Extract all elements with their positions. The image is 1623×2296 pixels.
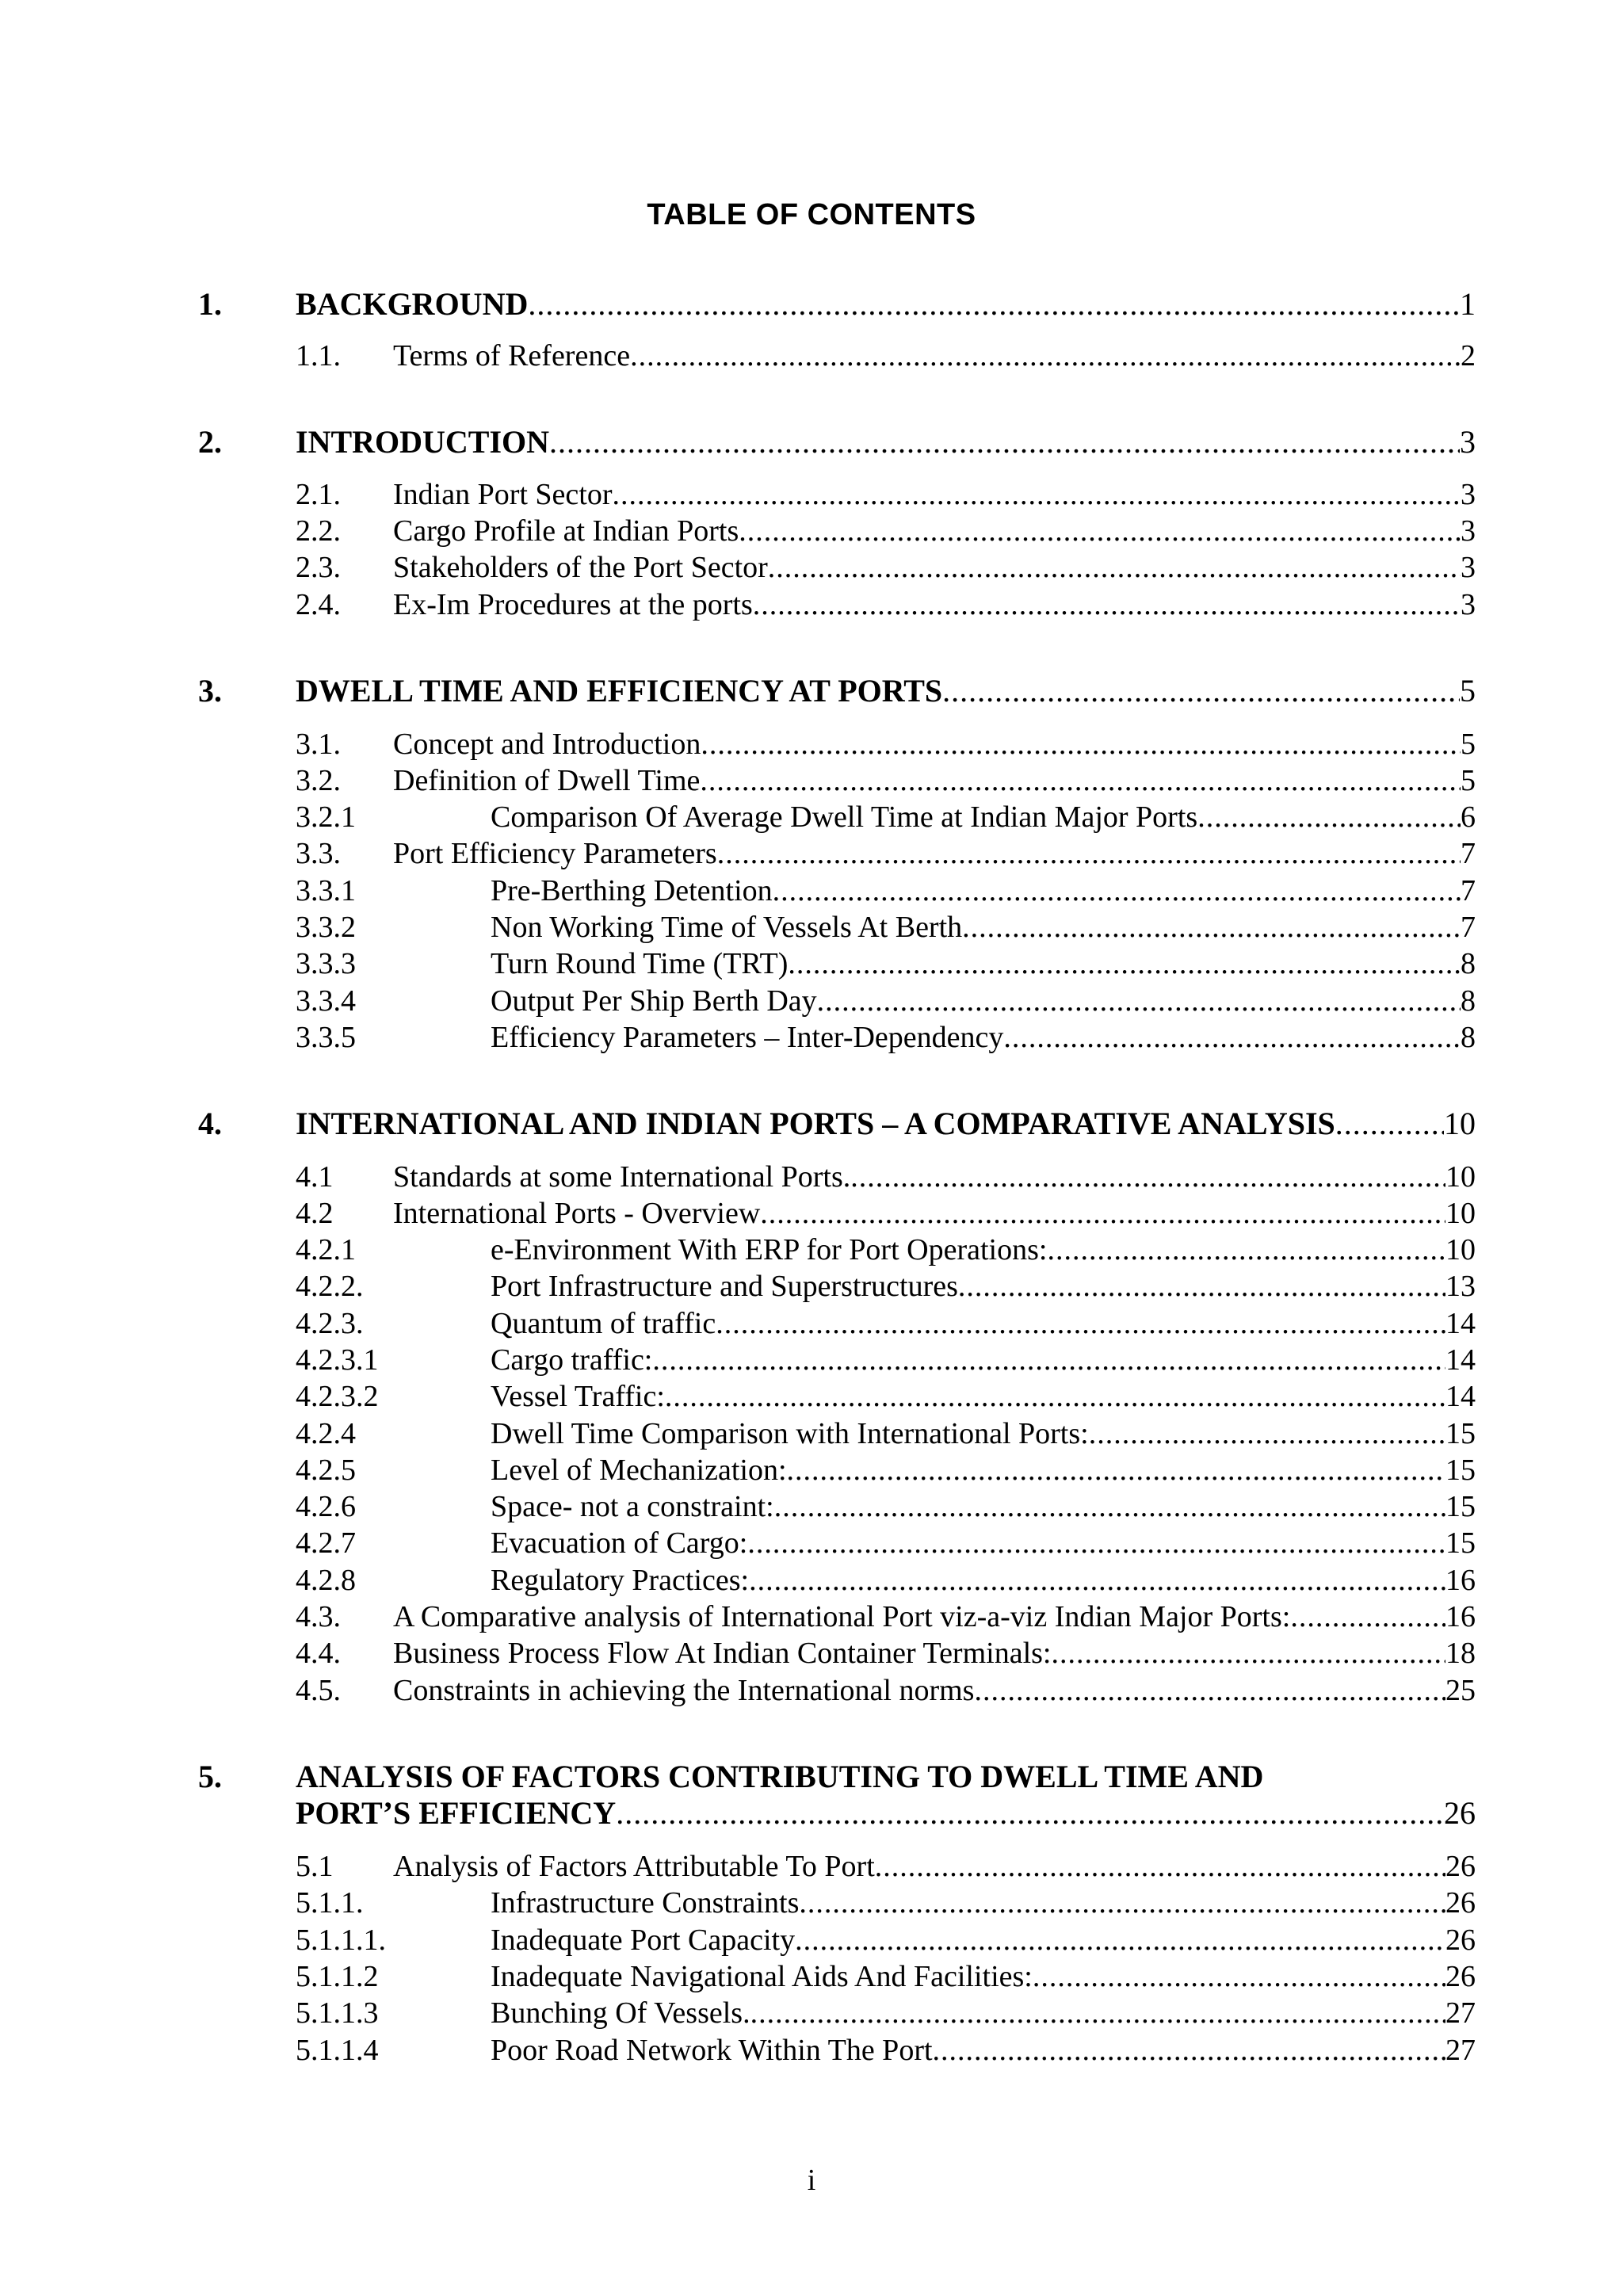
toc-entry-title: Concept and Introduction xyxy=(393,728,701,761)
toc-subsection-entry xyxy=(0,1995,1623,2031)
toc-entry-title: Poor Road Network Within The Port xyxy=(491,2034,933,2067)
toc-section-entry xyxy=(0,549,1623,586)
toc-entry-number: 5.1.1.1. xyxy=(296,1924,386,1957)
toc-subsection-entry xyxy=(0,1958,1623,1995)
leader-dots xyxy=(1290,1599,1445,1635)
toc-entry-page: 2 xyxy=(1461,339,1476,372)
toc-entry-title: Infrastructure Constraints xyxy=(491,1886,800,1920)
leader-dots xyxy=(613,476,1461,513)
toc-entry-page: 3 xyxy=(1460,424,1476,460)
toc-entry-number: 4.2.4 xyxy=(296,1417,356,1450)
toc-entry-page: 18 xyxy=(1445,1637,1476,1670)
leader-dots xyxy=(750,1995,1445,2031)
toc-entry-number: 1.1. xyxy=(296,339,341,372)
toc-entry-title: Evacuation of Cargo: xyxy=(491,1526,748,1560)
toc-entry-number: 3. xyxy=(198,673,222,709)
toc-subsection-entry xyxy=(0,1342,1623,1378)
toc-section-entry xyxy=(0,586,1623,623)
toc-section-entry xyxy=(0,726,1623,762)
toc-section-entry xyxy=(0,513,1623,549)
leader-dots xyxy=(875,1848,1445,1885)
toc-entry-page: 7 xyxy=(1461,911,1476,944)
toc-entry-page: 8 xyxy=(1461,984,1476,1018)
toc-entry-title: Terms of Reference xyxy=(393,339,631,372)
toc-entry-title: Port Infrastructure and Superstructures xyxy=(491,1270,958,1303)
toc-entry-title: Ex-Im Procedures at the ports xyxy=(393,588,753,621)
leader-dots xyxy=(787,1452,1445,1488)
toc-entry-number: 2.2. xyxy=(296,514,341,548)
toc-chapter-entry xyxy=(0,1106,1623,1142)
toc-entry-number: 4.2.3.1 xyxy=(296,1343,379,1377)
toc-entry-title: Level of Mechanization: xyxy=(491,1454,787,1487)
toc-subsection-entry xyxy=(0,1525,1623,1561)
toc-entry-page: 14 xyxy=(1445,1343,1476,1377)
leader-dots xyxy=(817,983,1461,1019)
toc-entry-page: 26 xyxy=(1445,1886,1476,1920)
toc-entry-number: 5.1.1.2 xyxy=(296,1960,379,1993)
toc-entry-number: 3.3. xyxy=(296,837,341,870)
toc-section-entry xyxy=(0,1848,1623,1885)
leader-dots xyxy=(1335,1106,1444,1142)
toc-entry-number: 5.1.1.3 xyxy=(296,1996,379,2030)
leader-dots xyxy=(788,946,1461,982)
leader-dots xyxy=(528,286,1460,323)
toc-entry-page: 8 xyxy=(1461,947,1476,980)
toc-entry-number: 5.1.1.4 xyxy=(296,2034,379,2067)
toc-entry-page: 14 xyxy=(1445,1307,1476,1340)
leader-dots xyxy=(1047,1232,1445,1268)
toc-entry-page: 15 xyxy=(1445,1490,1476,1523)
leader-dots xyxy=(760,1195,1445,1232)
toc-entry-title: Cargo traffic: xyxy=(491,1343,653,1377)
leader-dots xyxy=(630,338,1461,374)
toc-entry-title: International Ports - Overview xyxy=(393,1197,761,1230)
toc-entry-page: 14 xyxy=(1445,1380,1476,1413)
leader-dots xyxy=(774,1488,1445,1525)
leader-dots xyxy=(701,726,1461,762)
leader-dots xyxy=(933,2032,1445,2069)
toc-entry-page: 3 xyxy=(1461,588,1476,621)
leader-dots xyxy=(717,835,1461,872)
toc-section-entry xyxy=(0,476,1623,513)
toc-entry-title: Non Working Time of Vessels At Berth xyxy=(491,911,963,944)
leader-dots xyxy=(549,424,1460,460)
toc-subsection-entry xyxy=(0,873,1623,909)
toc-entry-number: 3.2. xyxy=(296,764,341,797)
toc-entry-page: 25 xyxy=(1445,1674,1476,1707)
toc-subsection-entry xyxy=(0,1488,1623,1525)
toc-entry-number: 4.1 xyxy=(296,1160,334,1194)
toc-entry-title: Constraints in achieving the International norms xyxy=(393,1674,975,1707)
toc-chapter-entry xyxy=(0,673,1623,709)
toc-subsection-entry xyxy=(0,1019,1623,1056)
toc-entry-number: 2.1. xyxy=(296,478,341,511)
toc-entry-number: 4.4. xyxy=(296,1637,341,1670)
toc-entry-title: Indian Port Sector xyxy=(393,478,613,511)
toc-entry-number: 3.1. xyxy=(296,728,341,761)
toc-entry-number: 4.2.5 xyxy=(296,1454,356,1487)
toc-entry-number: 4.2.8 xyxy=(296,1564,356,1597)
toc-entry-page: 15 xyxy=(1445,1417,1476,1450)
toc-entry-title: A Comparative analysis of International Port viz-a-viz Indian Major Ports: xyxy=(393,1600,1291,1633)
toc-subsection-entry xyxy=(0,946,1623,982)
toc-entry-number: 2. xyxy=(198,424,222,460)
toc-entry-number: 2.4. xyxy=(296,588,341,621)
leader-dots xyxy=(616,1795,1444,1832)
toc-subsection-entry xyxy=(0,1378,1623,1415)
leader-dots xyxy=(652,1342,1445,1378)
leader-dots xyxy=(753,586,1461,623)
toc-entry-page: 13 xyxy=(1445,1270,1476,1303)
toc-subsection-entry xyxy=(0,1232,1623,1268)
toc-entry-number: 3.3.4 xyxy=(296,984,356,1018)
toc-entry-title: Definition of Dwell Time xyxy=(393,764,701,797)
toc-chapter-entry xyxy=(0,286,1623,323)
toc-entry-number: 3.3.2 xyxy=(296,911,356,944)
leader-dots xyxy=(665,1378,1445,1415)
toc-entry-page: 7 xyxy=(1461,874,1476,907)
toc-entry-page: 26 xyxy=(1445,1960,1476,1993)
toc-entry-title: e-Environment With ERP for Port Operations: xyxy=(491,1233,1048,1266)
toc-subsection-entry xyxy=(0,1452,1623,1488)
toc-entry-page: 6 xyxy=(1461,800,1476,834)
toc-subsection-entry xyxy=(0,983,1623,1019)
toc-entry-title: ANALYSIS OF FACTORS CONTRIBUTING TO DWELL TIME AND xyxy=(296,1759,1264,1794)
toc-entry-title: Output Per Ship Berth Day xyxy=(491,984,817,1018)
toc-entry-number: 4.2.6 xyxy=(296,1490,356,1523)
toc-subsection-entry xyxy=(0,909,1623,946)
toc-entry-title: DWELL TIME AND EFFICIENCY AT PORTS xyxy=(296,673,943,709)
toc-entry-number: 2.3. xyxy=(296,551,341,584)
toc-entry-page: 8 xyxy=(1461,1021,1476,1054)
toc-entry-number: 1. xyxy=(198,286,222,322)
toc-entry-number: 4.5. xyxy=(296,1674,341,1707)
toc-entry-page: 3 xyxy=(1461,514,1476,548)
toc-entry-title: BACKGROUND xyxy=(296,286,529,322)
toc-entry-page: 10 xyxy=(1445,1197,1476,1230)
toc-entry-title: Cargo Profile at Indian Ports xyxy=(393,514,739,548)
toc-section-entry xyxy=(0,1159,1623,1195)
toc-entry-page: 1 xyxy=(1460,286,1476,322)
toc-entry-title: Stakeholders of the Port Sector xyxy=(393,551,768,584)
leader-dots xyxy=(1033,1958,1445,1995)
toc-chapter-entry xyxy=(0,1759,1623,1795)
toc-entry-title: Business Process Flow At Indian Container Terminals: xyxy=(393,1637,1052,1670)
toc-entry-page: 27 xyxy=(1445,2034,1476,2067)
toc-subsection-entry xyxy=(0,1885,1623,1921)
toc-entry-page: 16 xyxy=(1445,1600,1476,1633)
leader-dots xyxy=(795,1922,1445,1958)
toc-entry-title: Turn Round Time (TRT) xyxy=(491,947,789,980)
toc-entry-title: Comparison Of Average Dwell Time at Indian Major Ports xyxy=(491,800,1198,834)
leader-dots xyxy=(1051,1635,1445,1671)
leader-dots xyxy=(700,762,1461,799)
toc-entry-page: 3 xyxy=(1461,551,1476,584)
leader-dots xyxy=(958,1268,1445,1305)
toc-entry-title: Analysis of Factors Attributable To Port xyxy=(393,1850,875,1883)
leader-dots xyxy=(942,673,1460,709)
page-title: TABLE OF CONTENTS xyxy=(647,198,976,231)
toc-subsection-entry xyxy=(0,1562,1623,1599)
toc-section-entry xyxy=(0,1672,1623,1709)
toc-entry-page: 5 xyxy=(1460,673,1476,709)
toc-entry-number: 4. xyxy=(198,1106,222,1141)
toc-section-entry xyxy=(0,762,1623,799)
leader-dots xyxy=(850,1159,1445,1195)
toc-entry-number: 3.3.5 xyxy=(296,1021,356,1054)
toc-entry-page: 26 xyxy=(1445,1924,1476,1957)
toc-entry-number: 4.2.2. xyxy=(296,1270,364,1303)
toc-entry-page: 15 xyxy=(1445,1454,1476,1487)
toc-subsection-entry xyxy=(0,799,1623,835)
toc-chapter-entry xyxy=(0,424,1623,460)
toc-entry-page: 10 xyxy=(1445,1233,1476,1266)
toc-entry-title: Vessel Traffic: xyxy=(491,1380,665,1413)
toc-entry-title: PORT’S EFFICIENCY xyxy=(296,1795,617,1831)
toc-entry-title: Regulatory Practices: xyxy=(491,1564,750,1597)
toc-entry-title: Dwell Time Comparison with International Ports: xyxy=(491,1417,1089,1450)
leader-dots xyxy=(799,1885,1445,1921)
toc-entry-page: 10 xyxy=(1445,1160,1476,1194)
toc-entry-number: 3.3.3 xyxy=(296,947,356,980)
toc-entry-page: 27 xyxy=(1445,1996,1476,2030)
toc-subsection-entry xyxy=(0,1268,1623,1305)
toc-entry-title: Pre-Berthing Detention xyxy=(491,874,773,907)
toc-entry-title: Inadequate Navigational Aids And Facilities: xyxy=(491,1960,1033,1993)
toc-entry-number: 4.2 xyxy=(296,1197,334,1230)
toc-section-entry xyxy=(0,1635,1623,1671)
toc-entry-title: Port Efficiency Parameters xyxy=(393,837,717,870)
toc-entry-page: 5 xyxy=(1461,764,1476,797)
toc-entry-number: 4.2.3.2 xyxy=(296,1380,379,1413)
toc-entry-page: 10 xyxy=(1444,1106,1476,1141)
toc-subsection-entry xyxy=(0,1415,1623,1452)
toc-entry-title: Bunching Of Vessels. xyxy=(491,1996,750,2030)
leader-dots xyxy=(773,873,1461,909)
toc-entry-number: 5.1.1. xyxy=(296,1886,364,1920)
toc-entry-number: 5.1 xyxy=(296,1850,334,1883)
toc-section-entry xyxy=(0,338,1623,374)
toc-entry-title: INTRODUCTION xyxy=(296,424,550,460)
leader-dots xyxy=(962,909,1461,946)
toc-subsection-entry xyxy=(0,2032,1623,2069)
leader-dots xyxy=(716,1305,1445,1342)
toc-section-entry xyxy=(0,1195,1623,1232)
toc-section-entry xyxy=(0,835,1623,872)
leader-dots xyxy=(747,1525,1445,1561)
toc-entry-title: Efficiency Parameters – Inter-Dependency xyxy=(491,1021,1004,1054)
toc-entry-number: 4.3. xyxy=(296,1600,341,1633)
toc-entry-number: 5. xyxy=(198,1759,222,1794)
leader-dots xyxy=(1003,1019,1461,1056)
toc-section-entry xyxy=(0,1599,1623,1635)
toc-entry-number: 4.2.3. xyxy=(296,1307,364,1340)
leader-dots xyxy=(749,1562,1445,1599)
toc-entry-page: 26 xyxy=(1444,1795,1476,1831)
leader-dots xyxy=(1197,799,1461,835)
toc-entry-number: 3.2.1 xyxy=(296,800,356,834)
toc-entry-page: 5 xyxy=(1461,728,1476,761)
toc-entry-title: Space- not a constraint: xyxy=(491,1490,774,1523)
toc-chapter-entry-continued xyxy=(0,1795,1623,1832)
toc-entry-title: Inadequate Port Capacity xyxy=(491,1924,796,1957)
toc-entry-page: 16 xyxy=(1445,1564,1476,1597)
toc-entry-page: 3 xyxy=(1461,478,1476,511)
toc-entry-title: INTERNATIONAL AND INDIAN PORTS – A COMPARATIVE ANALYSIS xyxy=(296,1106,1335,1141)
toc-entry-page: 26 xyxy=(1445,1850,1476,1883)
footer-page-number: i xyxy=(807,2164,816,2197)
toc-entry-title: Standards at some International Ports. xyxy=(393,1160,851,1194)
leader-dots xyxy=(739,513,1461,549)
toc-subsection-entry xyxy=(0,1922,1623,1958)
leader-dots xyxy=(768,549,1461,586)
toc-entry-number: 4.2.1 xyxy=(296,1233,356,1266)
toc-entry-number: 3.3.1 xyxy=(296,874,356,907)
toc-entry-title: Quantum of traffic xyxy=(491,1307,716,1340)
leader-dots xyxy=(1089,1415,1445,1452)
toc-entry-page: 7 xyxy=(1461,837,1476,870)
toc-entry-number: 4.2.7 xyxy=(296,1526,356,1560)
toc-subsection-entry xyxy=(0,1305,1623,1342)
leader-dots xyxy=(974,1672,1445,1709)
toc-entry-page: 15 xyxy=(1445,1526,1476,1560)
